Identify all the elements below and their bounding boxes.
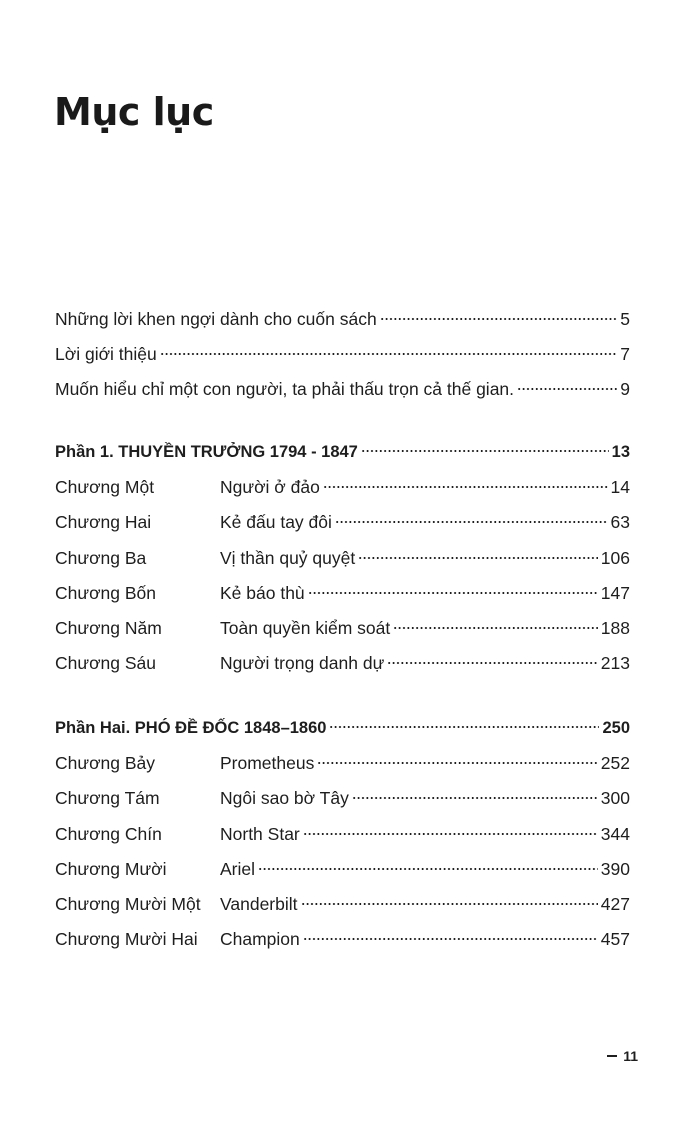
part-page-number: 13 bbox=[611, 443, 630, 461]
part-heading[interactable] bbox=[55, 435, 630, 470]
entry-label: Những lời khen ngợi dành cho cuốn sách bbox=[55, 309, 377, 329]
chapter-page-number: 427 bbox=[600, 893, 630, 914]
chapter-title: Toàn quyền kiểm soát bbox=[220, 617, 391, 638]
chapter-number: Chương Năm bbox=[55, 617, 162, 638]
entry-page-number: 9 bbox=[620, 379, 630, 400]
part-page-number: 250 bbox=[602, 719, 630, 737]
chapter-title: Vị thần quỷ quyệt bbox=[220, 547, 356, 568]
chapter-number: Chương Mười Một bbox=[55, 893, 201, 914]
part-1-section bbox=[55, 435, 630, 681]
chapter-page-number: 457 bbox=[600, 929, 630, 950]
footer-dash bbox=[607, 1055, 617, 1057]
dot-leader bbox=[323, 485, 608, 489]
chapter-page-number: 14 bbox=[610, 477, 630, 498]
dot-leader bbox=[393, 626, 598, 630]
chapter-title: Kẻ báo thù bbox=[220, 582, 305, 603]
chapter-title: Champion bbox=[220, 929, 300, 950]
chapter-number: Chương Một bbox=[55, 477, 155, 498]
chapter-entry[interactable] bbox=[55, 611, 630, 646]
toc-entry[interactable] bbox=[55, 372, 630, 407]
chapter-page-number: 390 bbox=[600, 858, 630, 879]
chapter-entry[interactable] bbox=[55, 922, 630, 957]
chapter-number: Chương Chín bbox=[55, 823, 162, 844]
part-label: Phần Hai. PHÓ ĐỀ ĐỐC 1848–1860 bbox=[55, 719, 327, 737]
chapter-entry[interactable] bbox=[55, 505, 630, 540]
chapter-page-number: 188 bbox=[600, 617, 630, 638]
chapter-entry[interactable] bbox=[55, 646, 630, 681]
part-label: Phần 1. THUYỀN TRƯỞNG 1794 - 1847 bbox=[55, 443, 358, 461]
dot-leader bbox=[361, 449, 609, 453]
chapter-number: Chương Mười bbox=[55, 858, 167, 879]
chapter-title: North Star bbox=[220, 823, 300, 844]
chapter-number: Chương Mười Hai bbox=[55, 929, 198, 950]
entry-page-number: 5 bbox=[620, 309, 630, 329]
page-footer bbox=[607, 1048, 638, 1064]
chapter-page-number: 213 bbox=[600, 653, 630, 674]
page-title: Mục lục bbox=[54, 90, 214, 134]
dot-leader bbox=[358, 556, 598, 560]
chapter-number: Chương Ba bbox=[55, 547, 147, 568]
chapter-entry[interactable] bbox=[55, 470, 630, 505]
entry-label: Muốn hiểu chỉ một con người, ta phải thấu trọn cả thế gian. bbox=[55, 379, 515, 400]
toc-entry[interactable] bbox=[55, 337, 630, 372]
chapter-title: Ariel bbox=[220, 858, 256, 879]
chapter-number: Chương Sáu bbox=[55, 653, 157, 674]
chapter-entry[interactable] bbox=[55, 852, 630, 887]
chapter-page-number: 106 bbox=[600, 547, 630, 568]
chapter-number: Chương Tám bbox=[55, 788, 160, 809]
chapter-number: Chương Bảy bbox=[55, 753, 156, 774]
part-2-section bbox=[55, 711, 630, 957]
chapter-entry[interactable] bbox=[55, 576, 630, 611]
dot-leader bbox=[301, 902, 598, 906]
chapter-title: Ngôi sao bờ Tây bbox=[220, 788, 349, 809]
chapter-title: Người trọng danh dự bbox=[220, 653, 385, 674]
chapter-entry[interactable] bbox=[55, 781, 630, 816]
dot-leader bbox=[335, 520, 608, 524]
dot-leader bbox=[329, 725, 599, 729]
chapter-title: Kẻ đấu tay đôi bbox=[220, 512, 332, 533]
chapter-title: Vanderbilt bbox=[220, 893, 298, 914]
dot-leader bbox=[387, 661, 597, 665]
dot-leader bbox=[317, 761, 597, 765]
chapter-page-number: 344 bbox=[600, 823, 630, 844]
dot-leader bbox=[303, 832, 598, 836]
page-number: 11 bbox=[623, 1048, 638, 1064]
chapter-number: Chương Hai bbox=[55, 512, 152, 533]
chapter-entry[interactable] bbox=[55, 746, 630, 781]
dot-leader bbox=[258, 867, 598, 871]
chapter-title: Prometheus bbox=[220, 753, 315, 774]
chapter-page-number: 252 bbox=[600, 753, 630, 774]
dot-leader bbox=[303, 937, 598, 941]
chapter-page-number: 147 bbox=[600, 582, 630, 603]
toc-entry[interactable] bbox=[55, 302, 630, 337]
dot-leader bbox=[517, 387, 617, 391]
chapter-entry[interactable] bbox=[55, 887, 630, 922]
chapter-number: Chương Bốn bbox=[55, 582, 157, 603]
chapter-page-number: 63 bbox=[610, 512, 630, 533]
chapter-entry[interactable] bbox=[55, 541, 630, 576]
front-matter-list bbox=[55, 302, 630, 408]
dot-leader bbox=[352, 796, 598, 800]
entry-page-number: 7 bbox=[620, 344, 630, 365]
entry-label: Lời giới thiệu bbox=[55, 344, 157, 365]
chapter-title: Người ở đảo bbox=[220, 477, 320, 498]
chapter-entry[interactable] bbox=[55, 817, 630, 852]
chapter-page-number: 300 bbox=[600, 788, 630, 809]
part-heading[interactable] bbox=[55, 711, 630, 746]
dot-leader bbox=[160, 352, 618, 356]
dot-leader bbox=[308, 591, 598, 595]
dot-leader bbox=[380, 317, 618, 321]
